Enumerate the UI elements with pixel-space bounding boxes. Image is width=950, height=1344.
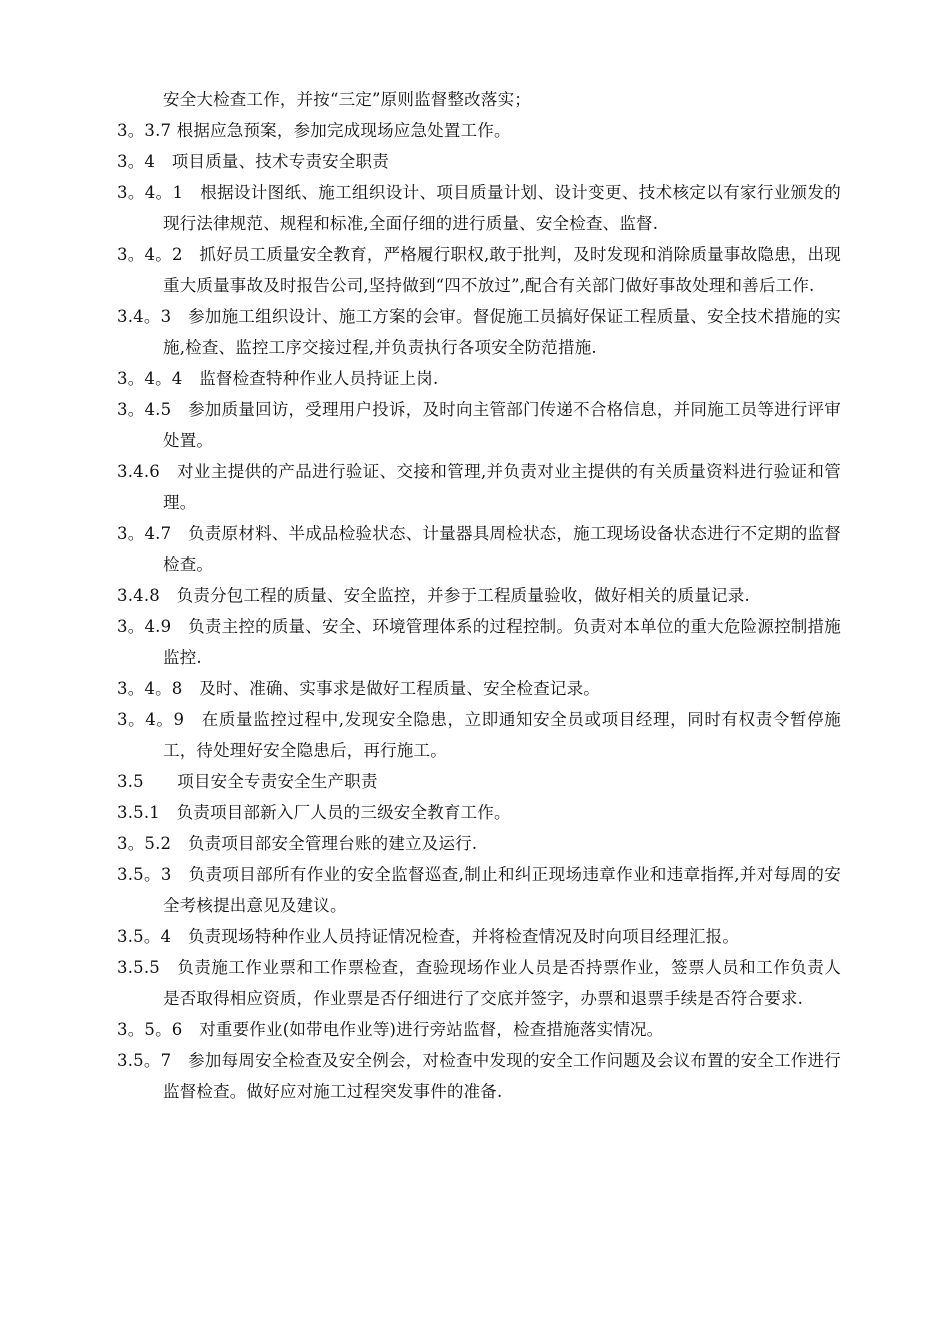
paragraph-continuation: 安全大检查工作，并按“三定”原则监督整改落实； <box>163 90 531 109</box>
clause-3-4-8-b: 3。4。8 及时、准确、实事求是做好工程质量、安全检查记录。 <box>117 679 600 698</box>
section-3-5-heading: 3.5 项目安全专责安全生产职责 <box>117 772 378 791</box>
clause-3-4-5: 3。4.5 参加质量回访，受理用户投诉，及时向主管部门传递不合格信息，并同施工员等进行评审处置。 <box>117 400 841 450</box>
clause-3-4-8: 3.4.8 负责分包工程的质量、安全监控，并参于工程质量验收，做好相关的质量记录. <box>117 586 750 605</box>
clause-3-4-2: 3。4。2 抓好员工质量安全教育，严格履行职权,敢于批判，及时发现和消除质量事故隐患，出现重大质量事故及时报告公司,坚持做到“四不放过”,配合有关部门做好事故处理和善后工作. <box>117 245 841 295</box>
clause-3-4-6: 3.4.6 对业主提供的产品进行验证、交接和管理,并负责对业主提供的有关质量资料进行验证和管理。 <box>117 462 841 512</box>
clause-3-4-3: 3.4。3 参加施工组织设计、施工方案的会审。督促施工员搞好保证工程质量、安全技术措施的实施,检查、监控工序交接过程,并负责执行各项安全防范措施. <box>117 307 841 357</box>
clause-3-4-9: 3。4.9 负责主控的质量、安全、环境管理体系的过程控制。负责对本单位的重大危险源控制措施监控. <box>117 617 841 667</box>
clause-3-5-2: 3。5.2 负责项目部安全管理台账的建立及运行. <box>117 834 478 853</box>
clause-3-4-7: 3。4.7 负责原材料、半成品检验状态、计量器具周检状态，施工现场设备状态进行不定期的监督检查。 <box>117 524 841 574</box>
clause-3-5-6: 3。5。6 对重要作业(如带电作业等)进行旁站监督，检查措施落实情况。 <box>117 1020 664 1039</box>
clause-3-5-4: 3.5。4 负责现场特种作业人员持证情况检查，并将检查情况及时向项目经理汇报。 <box>117 927 740 946</box>
clause-3-5-1: 3.5.1 负责项目部新入厂人员的三级安全教育工作。 <box>117 803 511 822</box>
clause-3-5-5: 3.5.5 负责施工作业票和工作票检查，查验现场作业人员是否持票作业，签票人员和工作负责人是否取得相应资质，作业票是否仔细进行了交底并签字，办票和退票手续是否符合要求. <box>117 958 841 1008</box>
clause-3-4-1: 3。4。1 根据设计图纸、施工组织设计、项目质量计划、设计变更、技术核定以有家行业颁发的现行法律规范、规程和标准,全面仔细的进行质量、安全检查、监督. <box>117 183 841 233</box>
section-3-4-heading: 3。4 项目质量、技术专责安全职责 <box>117 152 389 171</box>
clause-3-5-3: 3.5。3 负责项目部所有作业的安全监督巡查,制止和纠正现场违章作业和违章指挥,并对每周的安全考核提出意见及建议。 <box>117 865 841 915</box>
clause-3-3-7: 3。3.7 根据应急预案，参加完成现场应急处置工作。 <box>117 121 511 140</box>
clause-3-4-4: 3。4。4 监督检查特种作业人员持证上岗. <box>117 369 439 388</box>
clause-3-4-9-b: 3。4。9 在质量监控过程中,发现安全隐患，立即通知安全员或项目经理，同时有权责令暂停施工，待处理好安全隐患后，再行施工。 <box>117 710 841 760</box>
document-body <box>117 84 841 1107</box>
clause-3-5-7: 3.5。7 参加每周安全检查及安全例会，对检查中发现的安全工作问题及会议布置的安全工作进行监督检查。做好应对施工过程突发事件的准备. <box>117 1051 841 1101</box>
